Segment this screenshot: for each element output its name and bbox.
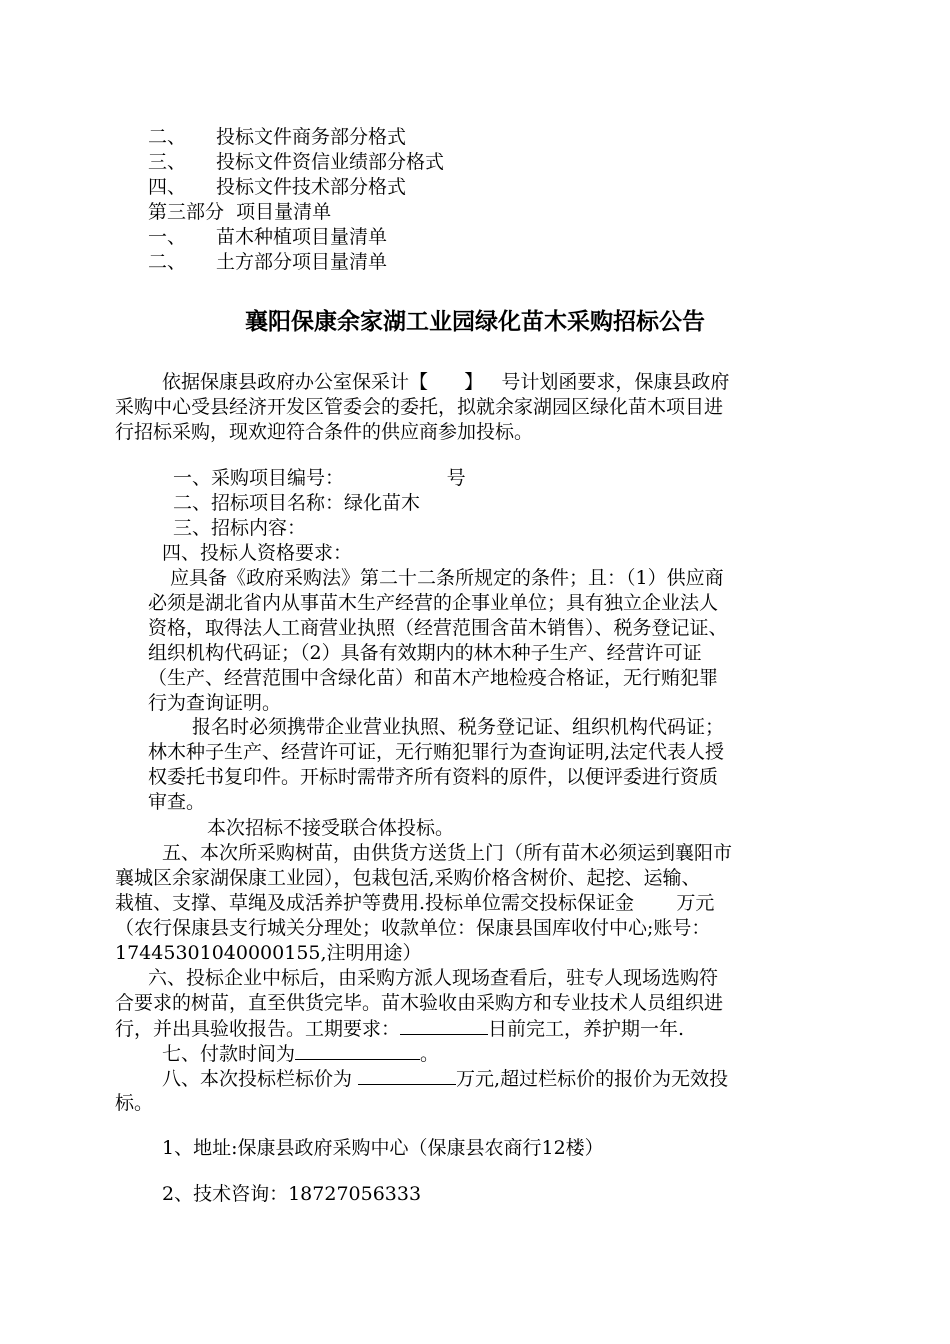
item5-line: 栽植、支撑、草绳及成活养护等费用.投标单位需交投标保证金 万元 [115, 892, 715, 914]
toc-item: 三、 投标文件资信业绩部分格式 [148, 151, 445, 173]
item6-line: 六、投标企业中标后，由采购方派人现场查看后，驻专人现场选购符 [148, 967, 719, 989]
registration-line: 权委托书复印件。开标时需带齐所有资料的原件，以便评委进行资质 [148, 766, 719, 788]
item6-line: 合要求的树苗，直至供货完毕。苗木验收由采购方和专业技术人员组织进 [115, 992, 724, 1014]
item6-line: 行，并出具验收报告。工期要求： 日前完工，养护期一年. [115, 1018, 685, 1040]
item5-line: （农行保康县支行城关分理处；收款单位：保康县国库收付中心;账号： [115, 917, 711, 939]
registration-line: 报名时必须携带企业营业执照、税务登记证、组织机构代码证； [192, 716, 725, 738]
qualification-line: （生产、经营范围中含绿化苗）和苗木产地检疫合格证，无行贿犯罪 [148, 667, 719, 689]
registration-line: 审查。 [148, 791, 206, 813]
toc-item: 二、 投标文件商务部分格式 [148, 126, 407, 148]
qualification-line: 资格，取得法人工商营业执照（经营范围含苗木销售）、税务登记证、 [148, 617, 728, 639]
item5-line: 17445301040000155,注明用途） [115, 942, 422, 964]
item-project-name: 二、招标项目名称：绿化苗木 [173, 492, 421, 514]
item8-line: 八、本次投标栏标价为 万元,超过栏标价的报价为无效投 [162, 1068, 729, 1090]
intro-line: 采购中心受县经济开发区管委会的委托，拟就余家湖园区绿化苗木项目进 [115, 396, 724, 418]
payment-time-blank [295, 1041, 420, 1060]
toc-item: 四、 投标文件技术部分格式 [148, 176, 407, 198]
item7-line: 七、付款时间为 。 [162, 1043, 440, 1065]
qualification-line: 必须是湖北省内从事苗木生产经营的企事业单位；具有独立企业法人 [148, 592, 719, 614]
intro-line: 依据保康县政府办公室保采计【 】 号计划函要求，保康县政府 [162, 371, 730, 393]
toc-item: 二、 土方部分项目量清单 [148, 251, 388, 273]
address-line: 1、地址:保康县政府采购中心（保康县农商行12楼） [162, 1137, 604, 1159]
announcement-title: 襄阳保康余家湖工业园绿化苗木采购招标公告 [245, 308, 705, 335]
item8-line: 标。 [115, 1092, 154, 1114]
item5-line: 襄城区余家湖保康工业园），包栽包活,采购价格含树价、起挖、运输、 [115, 867, 701, 889]
consult-line: 2、技术咨询：18727056333 [162, 1183, 422, 1205]
toc-item: 一、 苗木种植项目量清单 [148, 226, 388, 248]
toc-section-heading: 第三部分 项目量清单 [148, 201, 332, 223]
item-qualification-heading: 四、投标人资格要求： [162, 542, 353, 564]
item-project-number: 一、采购项目编号： 号 [173, 467, 466, 489]
deadline-blank [400, 1016, 488, 1035]
no-consortium-note: 本次招标不接受联合体投标。 [207, 817, 455, 839]
registration-line: 林木种子生产、经营许可证，无行贿犯罪行为查询证明,法定代表人授 [148, 741, 725, 763]
item-content: 三、招标内容： [173, 517, 307, 539]
ceiling-price-blank [358, 1066, 456, 1085]
qualification-line: 应具备《政府采购法》第二十二条所规定的条件；且：（1）供应商 [170, 567, 724, 589]
intro-line: 行招标采购，现欢迎符合条件的供应商参加投标。 [115, 421, 534, 443]
item5-line: 五、本次所采购树苗，由供货方送货上门（所有苗木必须运到襄阳市 [162, 842, 733, 864]
qualification-line: 行为查询证明。 [148, 692, 282, 714]
qualification-line: 组织机构代码证；（2）具备有效期内的林木种子生产、经营许可证 [148, 642, 702, 664]
